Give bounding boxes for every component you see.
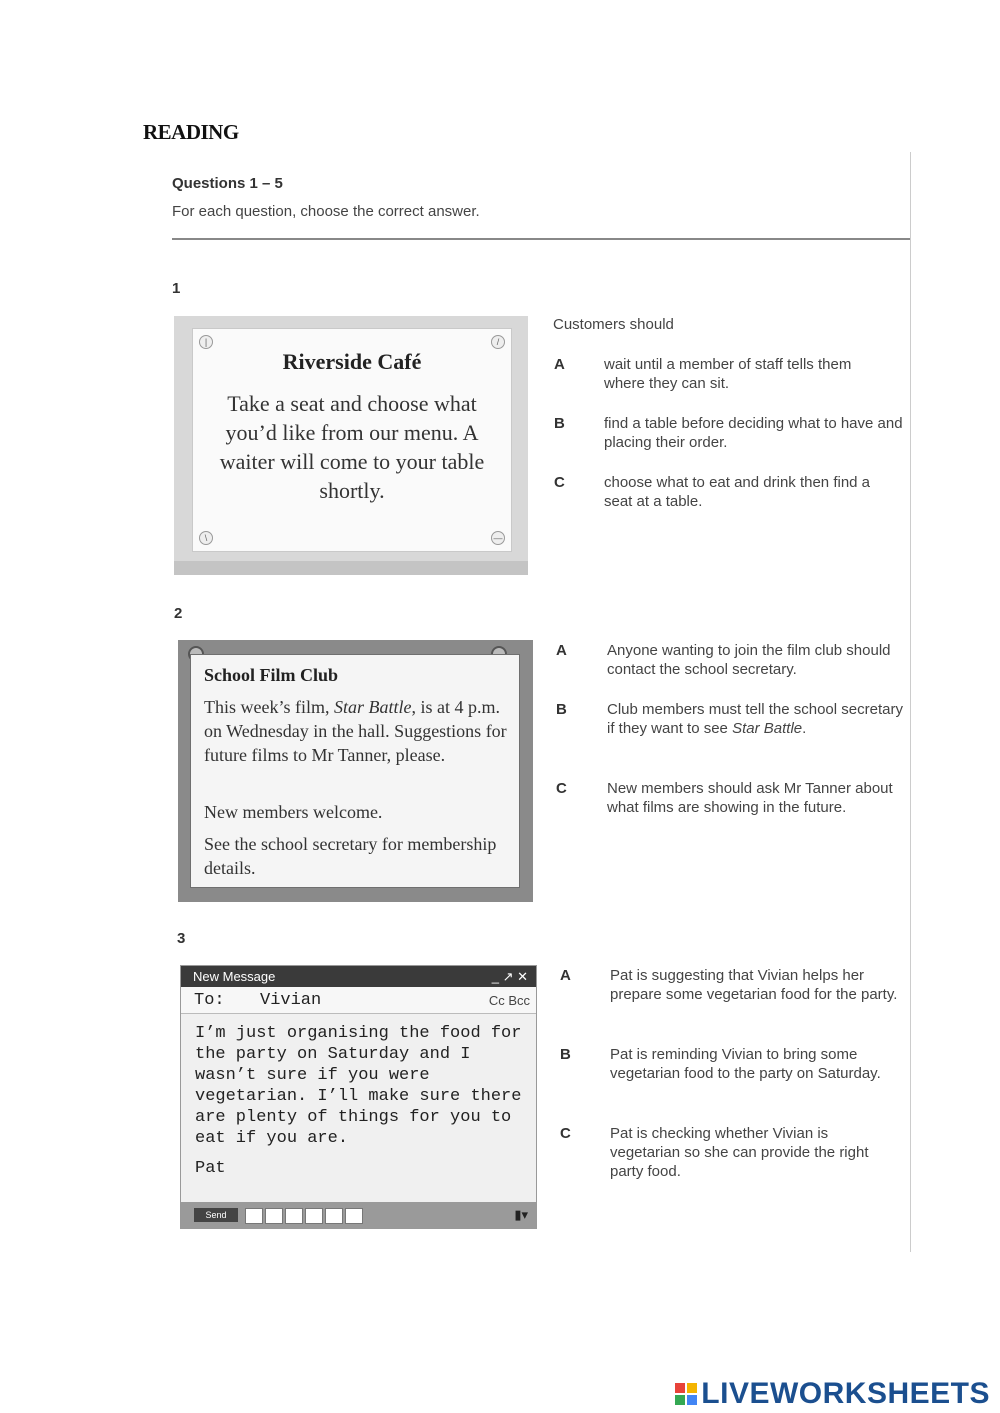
section-instruction: For each question, choose the correct answer. xyxy=(172,203,480,220)
q2-notice-paper xyxy=(190,654,520,888)
page-heading: READING xyxy=(143,120,239,144)
option-text: choose what to eat and drink then find a seat at a table. xyxy=(604,474,871,510)
question-2-number: 2 xyxy=(174,605,183,622)
format-icon xyxy=(265,1208,283,1224)
q2-option-c[interactable] xyxy=(556,779,910,839)
window-controls-icon: _ ↗ ✕ xyxy=(491,969,528,984)
question-3-number: 3 xyxy=(177,930,186,947)
film-title: Star Battle xyxy=(333,697,412,717)
logo-square xyxy=(687,1383,697,1393)
option-letter: B xyxy=(554,415,565,432)
option-text: Pat is checking whether Vivian is vegetarian so she can provide the right party food. xyxy=(610,1125,869,1180)
logo-square xyxy=(687,1395,697,1405)
q1-notice-body: Take a seat and choose what you’d like from our menu. A waiter will come to your table shortly. xyxy=(219,391,485,503)
logo-text: LIVEWORKSHEETS xyxy=(701,1377,990,1410)
q2-notice xyxy=(178,640,533,902)
logo-mark-icon xyxy=(675,1383,697,1405)
q2-notice-para-1 xyxy=(204,695,514,767)
format-icon xyxy=(245,1208,263,1224)
format-icon xyxy=(305,1208,323,1224)
screw-icon: — xyxy=(491,531,505,545)
screw-icon: | xyxy=(199,335,213,349)
q1-notice-paper xyxy=(192,328,512,552)
section-title: Questions 1 – 5 xyxy=(172,175,283,192)
q1-option-b[interactable] xyxy=(554,414,904,454)
trash-icon: ▮▾ xyxy=(514,1207,528,1222)
q1-notice-base xyxy=(174,561,528,575)
cc-bcc-label: Cc Bcc xyxy=(488,993,530,1008)
q1-notice-title: Riverside Café xyxy=(282,349,422,374)
q3-email-window xyxy=(180,965,537,1229)
q2-option-b[interactable] xyxy=(556,700,910,760)
logo-square xyxy=(675,1395,685,1405)
email-footer xyxy=(181,1202,536,1228)
q2-notice-para-2: New members welcome. xyxy=(204,802,383,822)
option-text-part: . xyxy=(802,720,807,737)
email-signature: Pat xyxy=(195,1159,226,1178)
option-letter: A xyxy=(554,356,565,373)
logo-square xyxy=(675,1383,685,1393)
q1-stem: Customers should xyxy=(553,316,674,333)
q1-option-a[interactable] xyxy=(554,355,904,395)
option-letter: B xyxy=(556,701,567,718)
option-letter: C xyxy=(556,780,567,797)
email-message: I’m just organising the food for the party on Saturday and I wasn’t sure if you were vegetarian. I’ll make sure there are plenty of things for you to eat if you are. xyxy=(195,1024,522,1148)
section-divider xyxy=(172,238,910,240)
q3-option-b[interactable] xyxy=(560,1045,912,1105)
option-text: Pat is suggesting that Vivian helps her prepare some vegetarian food for the party. xyxy=(610,967,898,1003)
notice-text: This week’s film, xyxy=(204,697,334,717)
option-text-part: Club members must tell the school secretary if they want to see xyxy=(607,701,903,737)
option-text: wait until a member of staff tells them where they can sit. xyxy=(604,356,852,392)
to-recipient: Vivian xyxy=(260,991,322,1010)
option-text: Anyone wanting to join the film club should contact the school secretary. xyxy=(607,642,891,678)
notice-text: , is at 4 p.m. on Wednesday in the hall. Suggestions for future films to Mr Tanner, please. xyxy=(204,697,507,765)
email-to-row xyxy=(181,987,536,1014)
format-icon xyxy=(285,1208,303,1224)
option-letter: A xyxy=(556,642,567,659)
q2-notice-para-3: See the school secretary for membership details. xyxy=(204,834,497,878)
option-letter: A xyxy=(560,967,571,984)
q3-option-c[interactable] xyxy=(560,1124,912,1184)
option-text: Pat is reminding Vivian to bring some vegetarian food to the party on Saturday. xyxy=(610,1046,881,1082)
question-1-number: 1 xyxy=(172,280,181,297)
option-letter: B xyxy=(560,1046,571,1063)
option-text xyxy=(607,700,907,738)
email-window-title: New Message xyxy=(193,969,276,984)
q2-option-a[interactable] xyxy=(556,641,910,681)
option-letter: C xyxy=(554,474,565,491)
to-label: To: xyxy=(194,991,225,1010)
email-title-bar xyxy=(181,966,536,987)
q1-option-c[interactable] xyxy=(554,473,904,513)
screw-icon: \ xyxy=(199,531,213,545)
format-icon xyxy=(325,1208,343,1224)
send-button: Send xyxy=(194,1208,238,1222)
q3-option-a[interactable] xyxy=(560,966,912,1026)
option-text: find a table before deciding what to have and placing their order. xyxy=(604,415,903,451)
option-letter: C xyxy=(560,1125,571,1142)
film-title: Star Battle xyxy=(732,720,803,737)
format-icon xyxy=(345,1208,363,1224)
screw-icon: / xyxy=(491,335,505,349)
liveworksheets-logo[interactable] xyxy=(675,1377,990,1411)
option-text: New members should ask Mr Tanner about what films are showing in the future. xyxy=(607,780,893,816)
q1-notice xyxy=(174,316,528,575)
q2-notice-title: School Film Club xyxy=(204,665,339,685)
